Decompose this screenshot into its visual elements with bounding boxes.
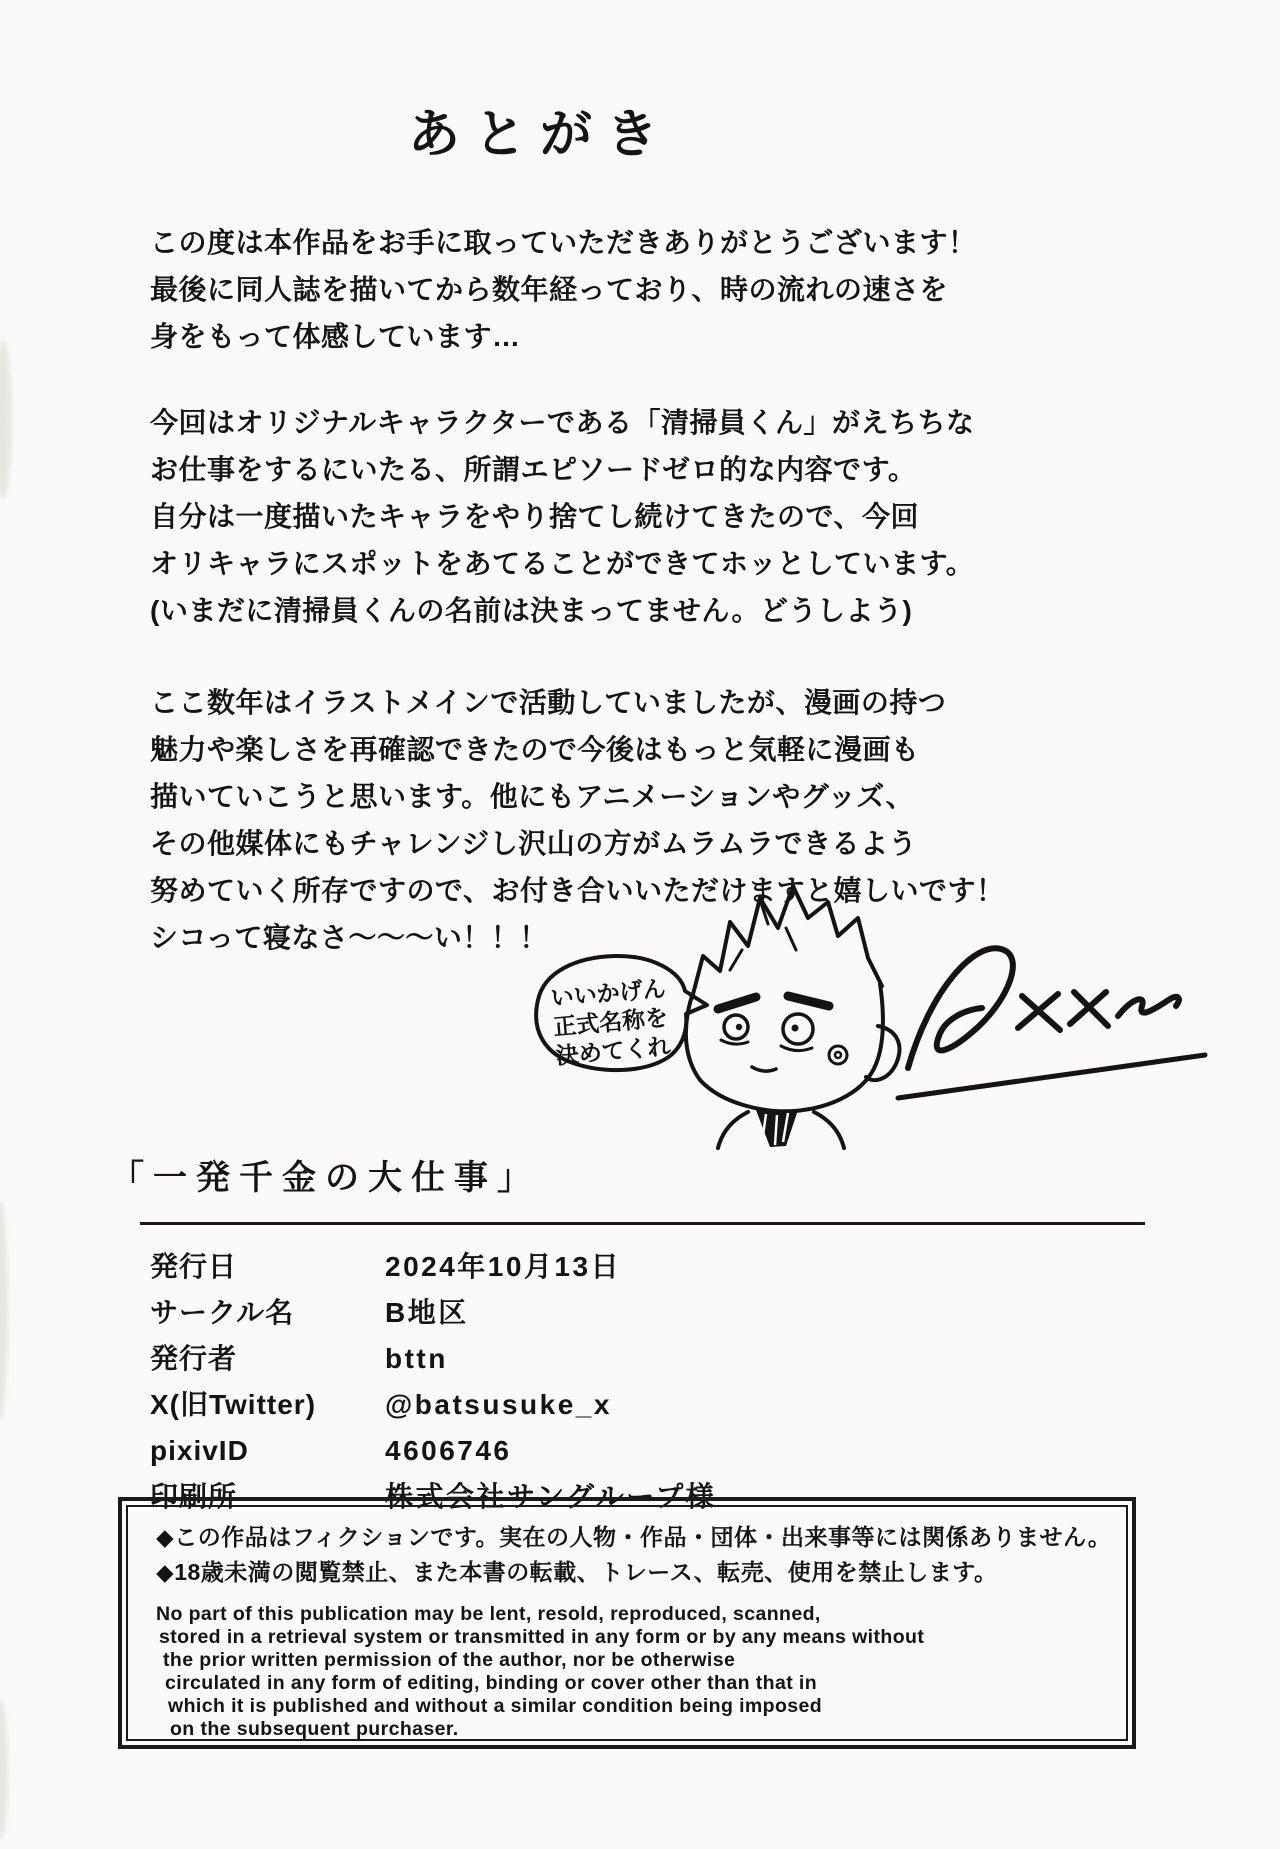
colophon-value: @batsusuke_x (385, 1389, 612, 1420)
scan-artifact (0, 340, 12, 500)
afterword-line: お仕事をするにいたる、所謂エピソードゼロ的な内容です。 (150, 454, 917, 485)
disclaimer-box (118, 1497, 1136, 1749)
speech-bubble-text: 決めてくれ (554, 1032, 672, 1069)
page-title: あとがき (407, 106, 672, 164)
doodle-illustration (430, 858, 1230, 1158)
book-title: 「一発千金の大仕事」 (110, 1159, 540, 1197)
colophon-row (150, 1246, 716, 1292)
colophon-table (150, 1246, 716, 1522)
colophon-label: 発行日 (150, 1251, 238, 1282)
colophon-label: pixivID (150, 1435, 249, 1466)
colophon-label: 印刷所 (150, 1481, 238, 1512)
afterword-line: ここ数年はイラストメインで活動していましたが、漫画の持つ (150, 687, 947, 718)
disclaimer-jp-line: ◆18歳未満の閲覧禁止、また本書の転載、トレース、転売、使用を禁止します。 (156, 1559, 998, 1585)
afterword-line: この度は本作品をお手に取っていただきありがとうございます！ (150, 227, 977, 258)
afterword-line: シコって寝なさ～～～い！！！ (150, 922, 548, 953)
afterword-line: 描いていこうと思います。他にもアニメーションやグッズ、 (150, 781, 915, 812)
disclaimer-jp-line: ◆この作品はフィクションです。実在の人物・作品・団体・出来事等には関係ありません。 (156, 1524, 1112, 1550)
disclaimer-en-line: which it is published and without a similar condition being imposed (168, 1695, 823, 1717)
speech-bubble-text: いいかげん (549, 975, 667, 1012)
colophon-label: 発行者 (150, 1343, 238, 1374)
afterword-paragraph-2 (150, 399, 975, 634)
chibi-character (686, 886, 900, 1148)
colophon-value: 2024年10月13日 (385, 1251, 622, 1282)
colophon-divider (140, 1222, 1145, 1225)
speech-bubble (536, 956, 707, 1070)
colophon-row (150, 1292, 716, 1338)
afterword-line: 最後に同人誌を描いてから数年経っており、時の流れの速さを (150, 274, 949, 305)
colophon-row (150, 1338, 716, 1384)
colophon-row (150, 1430, 716, 1476)
colophon-row (150, 1384, 716, 1430)
afterword-line: 努めていく所存ですので、お付き合いいただけますと嬉しいです！ (150, 875, 1005, 906)
colophon-value: bttn (385, 1343, 448, 1374)
scan-artifact (0, 1700, 8, 1840)
afterword-paragraph-1 (150, 219, 977, 360)
afterword-line: 魅力や楽しさを再確認できたので今後はもっと気軽に漫画も (150, 734, 920, 765)
disclaimer-en-line: circulated in any form of editing, binding or cover other than that in (165, 1672, 818, 1694)
artist-signature (898, 948, 1205, 1098)
afterword-line: (いまだに清掃員くんの名前は決まってません。どうしよう) (150, 595, 913, 626)
afterword-line: その他媒体にもチャレンジし沢山の方がムラムラできるよう (150, 828, 917, 859)
disclaimer-en-block (156, 1603, 1106, 1741)
disclaimer-en-line: the prior written permission of the author, nor be otherwise (163, 1649, 736, 1671)
afterword-line: 身をもって体感しています… (150, 321, 521, 352)
colophon-value: B地区 (385, 1297, 469, 1328)
scan-artifact (0, 1200, 8, 1420)
colophon-value: 4606746 (385, 1435, 512, 1466)
speech-bubble-text: 正式名称を (552, 1004, 670, 1040)
afterword-line: オリキャラにスポットをあてることができてホッとしています。 (150, 548, 975, 579)
disclaimer-en-line: stored in a retrieval system or transmitted in any form or by any means without (159, 1626, 925, 1648)
afterword-line: 今回はオリジナルキャラクターである「清掃員くん」がえちちな (150, 407, 975, 438)
colophon-label: X(旧Twitter) (150, 1389, 317, 1420)
disclaimer-en-line: on the subsequent purchaser. (170, 1718, 459, 1740)
disclaimer-en-line: No part of this publication may be lent, resold, reproduced, scanned, (156, 1603, 821, 1625)
colophon-value: 株式会社サングループ様 (385, 1481, 717, 1512)
colophon-label: サークル名 (150, 1297, 295, 1328)
afterword-line: 自分は一度描いたキャラをやり捨てし続けてきたので、今回 (150, 501, 919, 532)
disclaimer-box-inner (126, 1505, 1128, 1741)
